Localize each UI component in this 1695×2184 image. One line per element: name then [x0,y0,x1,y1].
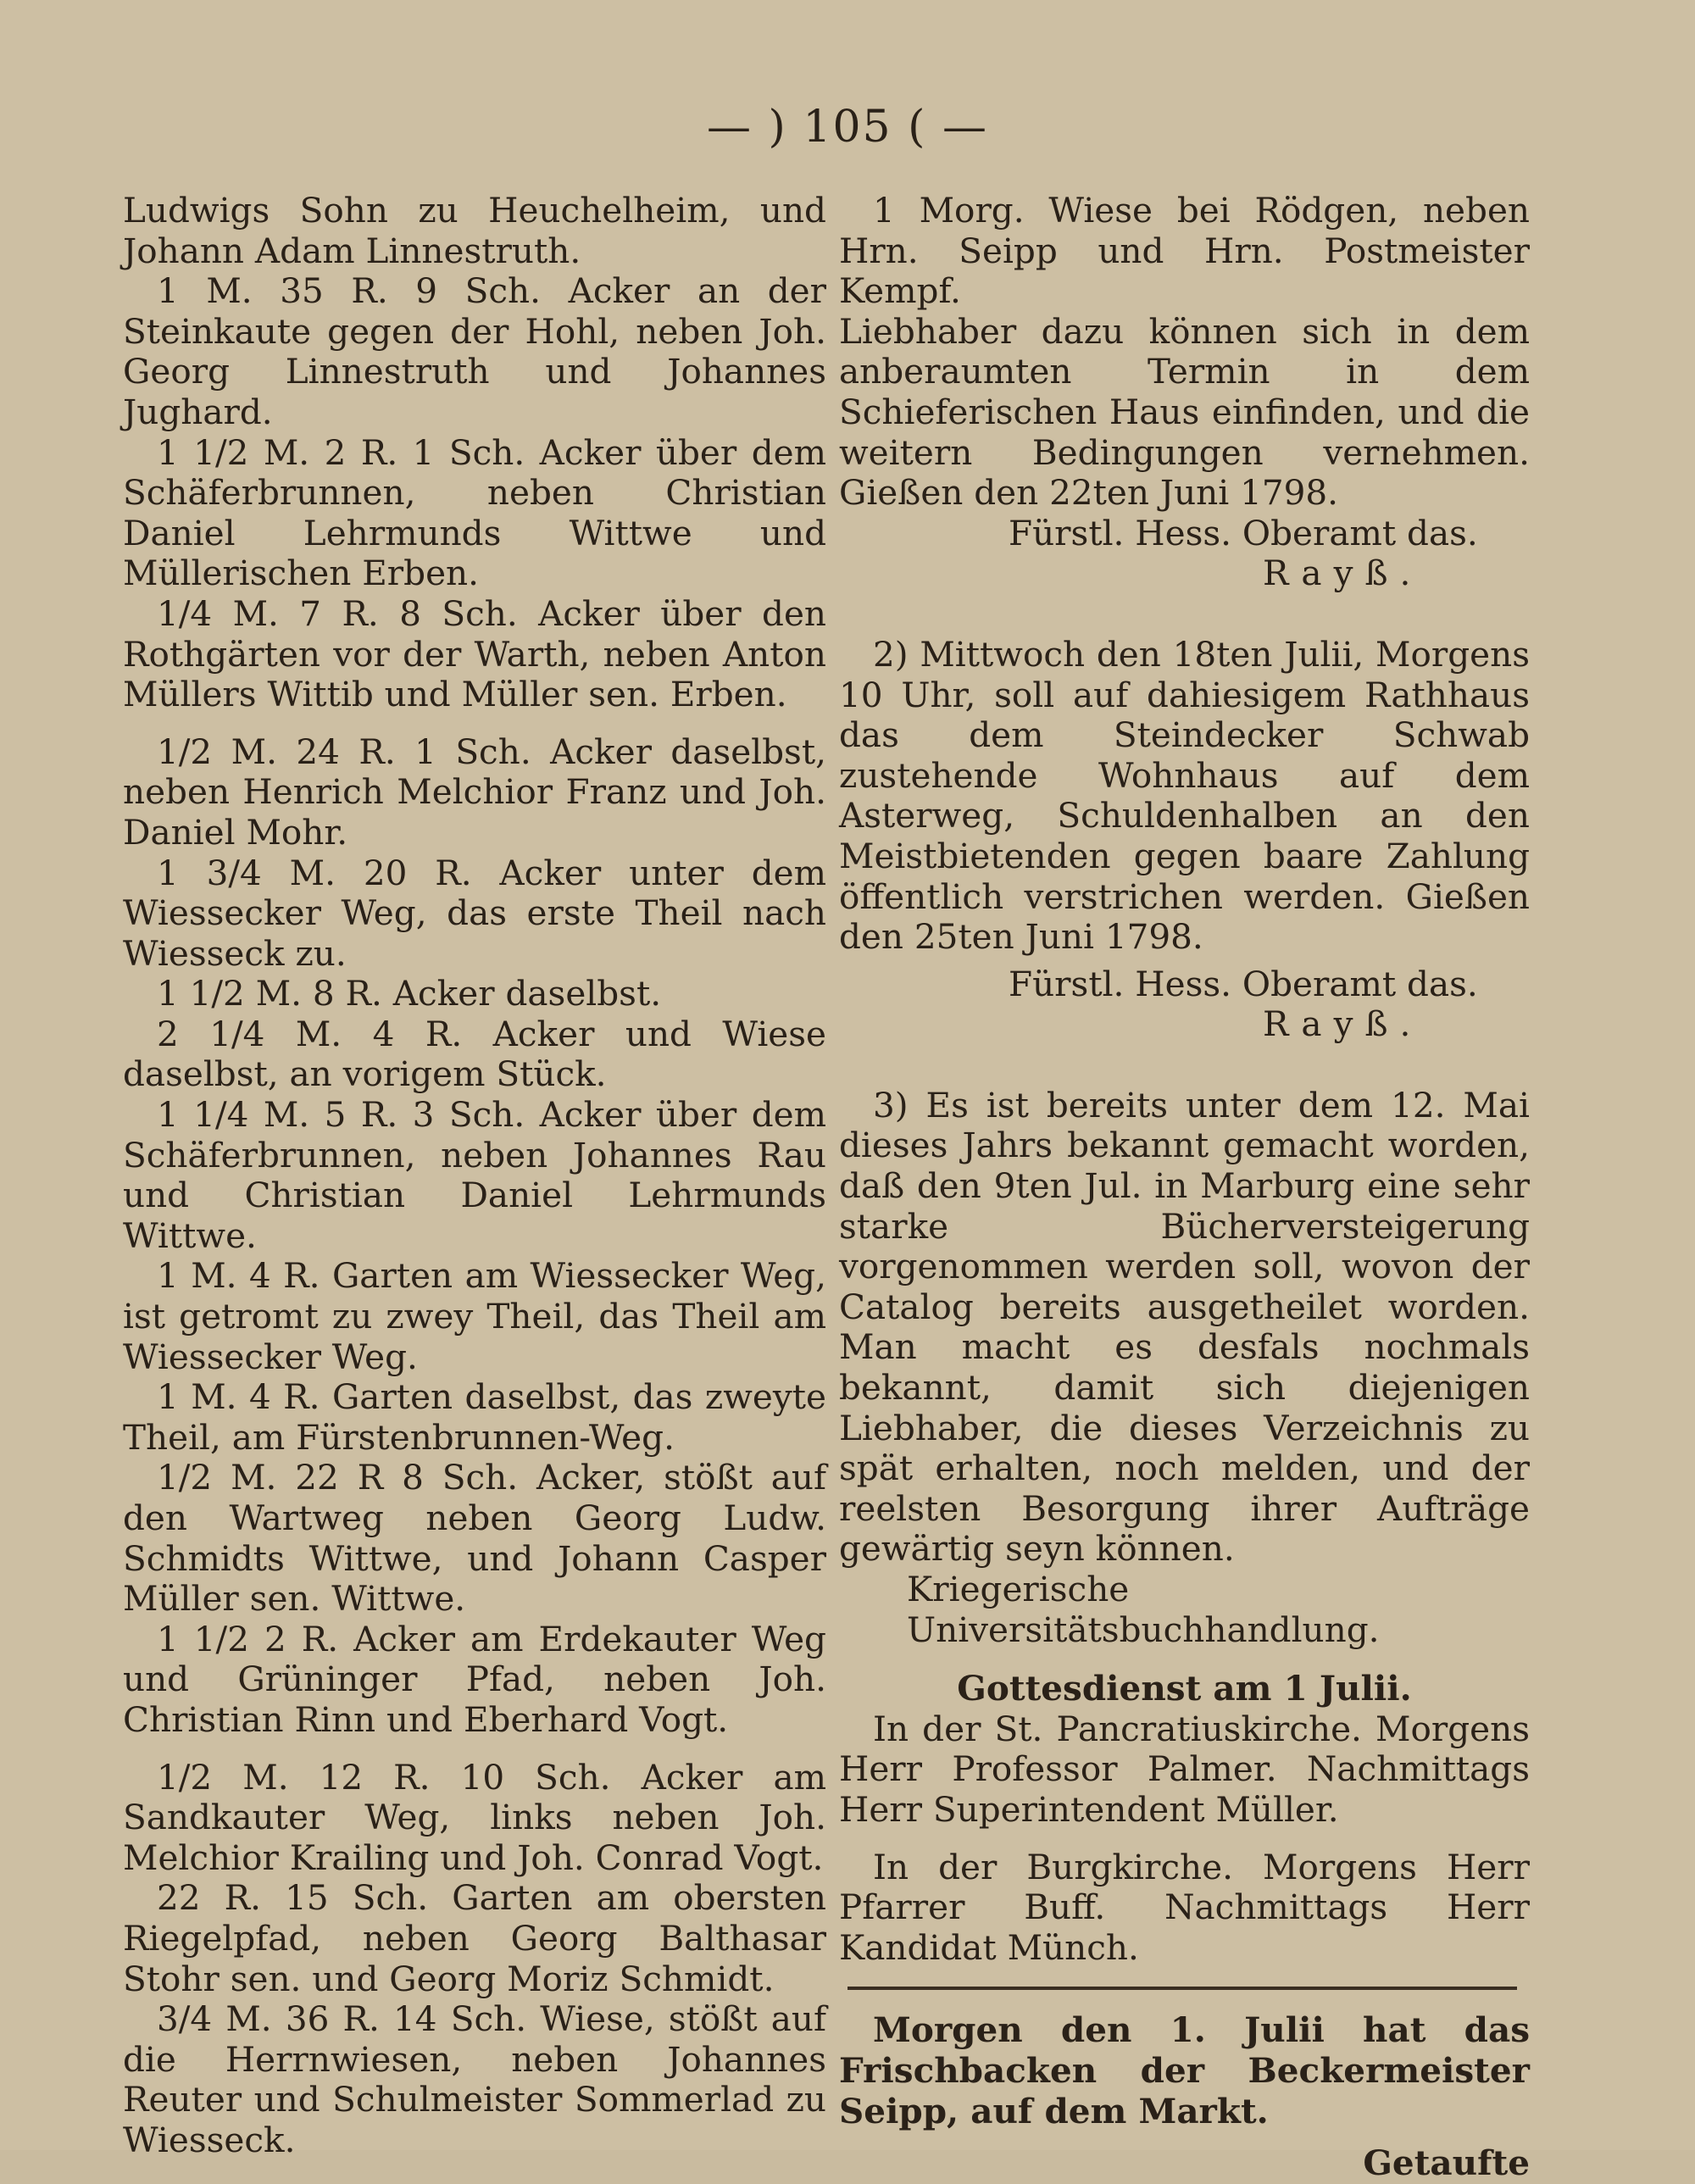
property-entry: 1/4 M. 7 R. 8 Sch. Acker über den Rothgärten vor der Warth, neben Anton Müllers Wittib und Müller sen. Erben. [123,592,826,715]
auction-notice: 2) Mittwoch den 18ten Julii, Morgens 10 Uhr, soll auf dahiesigem Rathhaus das dem Steindecker Schwab zustehende Wohnhaus auf dem Asterweg, Schuldenhalben an den Meistbietenden gegen baare Zahlung öffentlich verstrichen werden. Gießen den 25ten Juni 1798. [839,633,1530,958]
signature-bookshop: Kriegerische Universitätsbuchhandlung. [907,1569,1380,1650]
right-column [839,191,1530,2184]
signature-office: Fürstl. Hess. Oberamt das. [1009,963,1478,1004]
divider-rule [848,1987,1517,1990]
property-entry: 2 1/4 M. 4 R. Acker und Wiese daselbst, an vorigem Stück. [123,1013,826,1095]
spacer [839,594,1530,635]
left-column [123,191,826,2161]
property-entry: 1 1/2 M. 2 R. 1 Sch. Acker über dem Schäferbrunnen, neben Christian Daniel Lehrmunds Wittwe und Müllerischen Erben. [123,431,826,594]
property-entry: Ludwigs Sohn zu Heuchelheim, und Johann Adam Linnestruth. [123,190,826,271]
book-auction-notice: 3) Es ist bereits unter dem 12. Mai dieses Jahrs bekannt gemacht worden, daß den 9ten Jul. in Marburg eine sehr starke Bücherversteigerung vorgenommen werden soll, wovon der Catalog bereits ausgetheilet worden. Man macht es desfals nochmals bekannt, damit sich diejenigen Liebhaber, die dieses Verzeichnis zu spät erhalten, noch melden, und der reelsten Besorgung ihrer Aufträge gewärtig seyn können. [839,1084,1530,1570]
property-entry: 1 M. 4 R. Garten daselbst, das zweyte Theil, am Fürstenbrunnen-Weg. [123,1376,826,1458]
property-entry: 1 1/4 M. 5 R. 3 Sch. Acker über dem Schäferbrunnen, neben Johannes Rau und Christian Daniel Lehrmunds Wittwe. [123,1094,826,1256]
signature-office: Fürstl. Hess. Oberamt das. [1009,512,1478,553]
property-entry: 1 1/2 M. 8 R. Acker daselbst. [157,973,662,1014]
property-entry: 1/2 M. 22 R 8 Sch. Acker, stößt auf den Wartweg neben Georg Ludw. Schmidts Wittwe, und Johann Casper Müller sen. Wittwe. [123,1457,826,1620]
bakery-notice: Morgen den 1. Julii hat das Frischbacken der Beckermeister Seipp, auf dem Markt. [839,2009,1530,2131]
property-entry: 1/2 M. 12 R. 10 Sch. Acker am Sandkauter Weg, links neben Joh. Melchior Krailing und Joh. Conrad Vogt. [123,1756,826,1878]
auction-notice: Liebhaber dazu können sich in dem anberaumten Termin in dem Schieferischen Haus einfinden, und die weitern Bedingungen vernehmen. Gießen den 22ten Juni 1798. [839,310,1530,514]
property-entry: 1/2 M. 24 R. 1 Sch. Acker daselbst, neben Henrich Melchior Franz und Joh. Daniel Mohr. [123,731,826,853]
signature-name: Rayß. [1263,1003,1423,1045]
property-entry: 1 M. 4 R. Garten am Wiessecker Weg, ist getromt zu zwey Theil, das Theil am Wiessecker Weg. [123,1255,826,1377]
property-entry: 1 3/4 M. 20 R. Acker unter dem Wiessecker Weg, das erste Theil nach Wiesseck zu. [123,852,826,974]
property-entry: 1 1/2 2 R. Acker am Erdekauter Weg und Grüninger Pfad, neben Joh. Christian Rinn und Eberhard Vogt. [123,1618,826,1740]
service-entry: In der St. Pancratiuskirche. Morgens Herr Professor Palmer. Nachmittags Herr Superintendent Müller. [839,1708,1530,1830]
section-heading: Gottesdienst am 1 Julii. [957,1668,1412,1709]
service-entry: In der Burgkirche. Morgens Herr Pfarrer Buff. Nachmittags Herr Kandidat Münch. [839,1846,1530,1968]
spacer [839,1045,1530,1086]
property-entry: 22 R. 15 Sch. Garten am obersten Riegelpfad, neben Georg Balthasar Stohr sen. und Georg Moriz Schmidt. [123,1877,826,1999]
catchword: Getaufte [1363,2142,1530,2184]
signature-name: Rayß. [1263,553,1423,594]
property-entry: 3/4 M. 36 R. 14 Sch. Wiese, stößt auf die Herrnwiesen, neben Johannes Reuter und Schulmeister Sommerlad zu Wiesseck. [123,1998,826,2160]
page-number: — ) 105 ( — [707,102,988,153]
property-entry: 1 Morg. Wiese bei Rödgen, neben Hrn. Seipp und Hrn. Postmeister Kempf. [839,190,1530,312]
property-entry: 1 M. 35 R. 9 Sch. Acker an der Steinkaute gegen der Hohl, neben Joh. Georg Linnestruth und Johannes Jughard. [123,270,826,432]
